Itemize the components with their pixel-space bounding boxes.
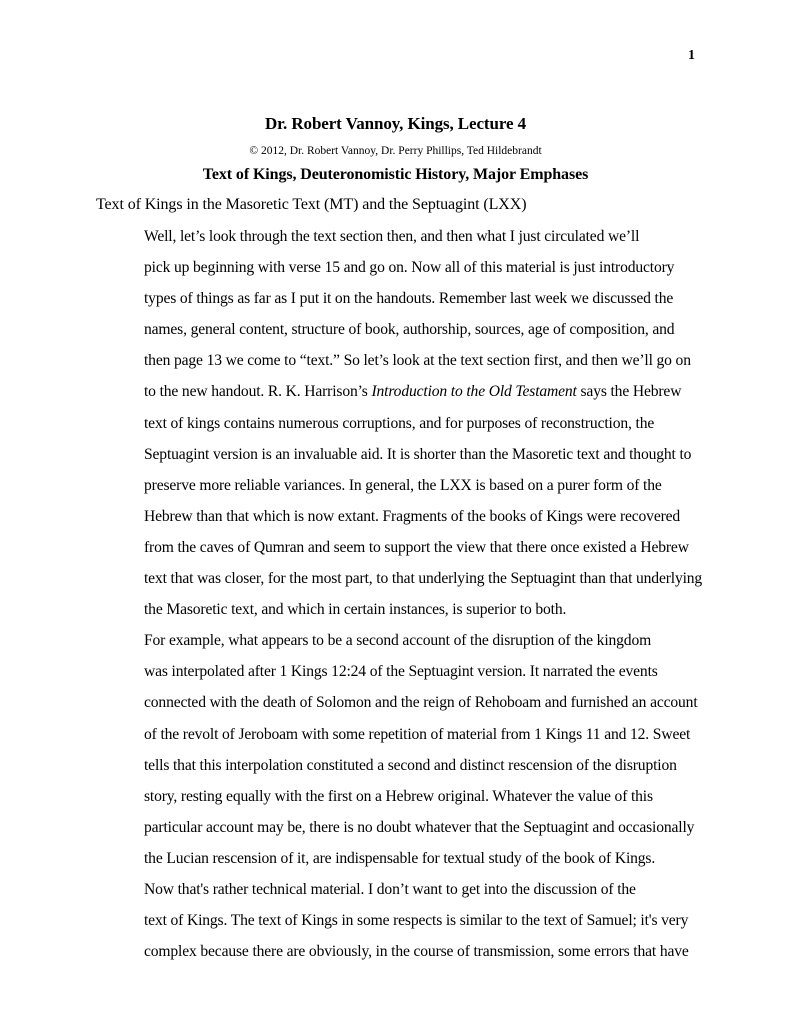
text-line: types of things as far as I put it on the handouts. Remember last week we discussed the <box>144 290 674 308</box>
text-line: Hebrew than that which is now extant. Fragments of the books of Kings were recovered <box>144 507 681 525</box>
lecture-subtitle: Text of Kings, Deuteronomistic History, Major Emphases <box>202 166 589 183</box>
text-line: pick up beginning with verse 15 and go on. Now all of this material is just introductory <box>144 259 675 277</box>
body-text <box>96 221 706 967</box>
text-line: preserve more reliable variances. In general, the LXX is based on a purer form of the <box>144 476 662 494</box>
text-segment: says the Hebrew <box>576 383 682 401</box>
text-line: then page 13 we come to “text.” So let’s look at the text section first, and then we’ll go on <box>144 352 691 370</box>
text-line: Now that's rather technical material. I don’t want to get into the discussion of the <box>144 880 636 898</box>
text-line: text of kings contains numerous corruptions, and for purposes of reconstruction, the <box>144 414 655 432</box>
text-line: was interpolated after 1 Kings 12:24 of the Septuagint version. It narrated the events <box>144 663 658 681</box>
text-line: from the caves of Qumran and seem to support the view that there once existed a Hebrew <box>144 538 689 556</box>
page-number: 1 <box>688 48 695 63</box>
book-title-italic: Introduction to the Old Testament <box>371 383 577 401</box>
text-line: connected with the death of Solomon and the reign of Rehoboam and furnished an account <box>144 694 698 712</box>
text-line: text of Kings. The text of Kings in some respects is similar to the text of Samuel; it's very <box>144 912 689 930</box>
text-line <box>96 376 706 407</box>
text-line: complex because there are obviously, in the course of transmission, some errors that have <box>144 943 689 961</box>
text-line: particular account may be, there is no doubt whatever that the Septuagint and occasionally <box>144 818 695 836</box>
text-segment: to the new handout. R. K. Harrison’s <box>144 383 372 401</box>
text-line: tells that this interpolation constituted a second and distinct rescension of the disruption <box>144 756 677 774</box>
text-line: For example, what appears to be a second account of the disruption of the kingdom <box>144 632 652 650</box>
paragraph-3 <box>96 874 706 967</box>
paragraph-1 <box>96 221 706 625</box>
paragraph-2 <box>96 625 706 874</box>
text-line: story, resting equally with the first on a Hebrew original. Whatever the value of this <box>144 787 653 805</box>
text-line: Septuagint version is an invaluable aid. It is shorter than the Masoretic text and thought to <box>144 445 692 463</box>
copyright-line: © 2012, Dr. Robert Vannoy, Dr. Perry Phillips, Ted Hildebrandt <box>249 145 542 157</box>
text-line: of the revolt of Jeroboam with some repetition of material from 1 Kings 11 and 12. Sweet <box>144 725 691 743</box>
text-line: text that was closer, for the most part, to that underlying the Septuagint than that underlying <box>144 570 703 588</box>
lecture-title: Dr. Robert Vannoy, Kings, Lecture 4 <box>265 114 526 133</box>
text-line: the Lucian rescension of it, are indispensable for textual study of the book of Kings. <box>144 849 656 867</box>
text-line: the Masoretic text, and which in certain instances, is superior to both. <box>144 601 567 619</box>
section-heading: Text of Kings in the Masoretic Text (MT) and the Septuagint (LXX) <box>96 196 527 213</box>
text-line: Well, let’s look through the text section then, and then what I just circulated we’ll <box>144 228 640 245</box>
text-line: names, general content, structure of book, authorship, sources, age of composition, and <box>144 321 675 339</box>
